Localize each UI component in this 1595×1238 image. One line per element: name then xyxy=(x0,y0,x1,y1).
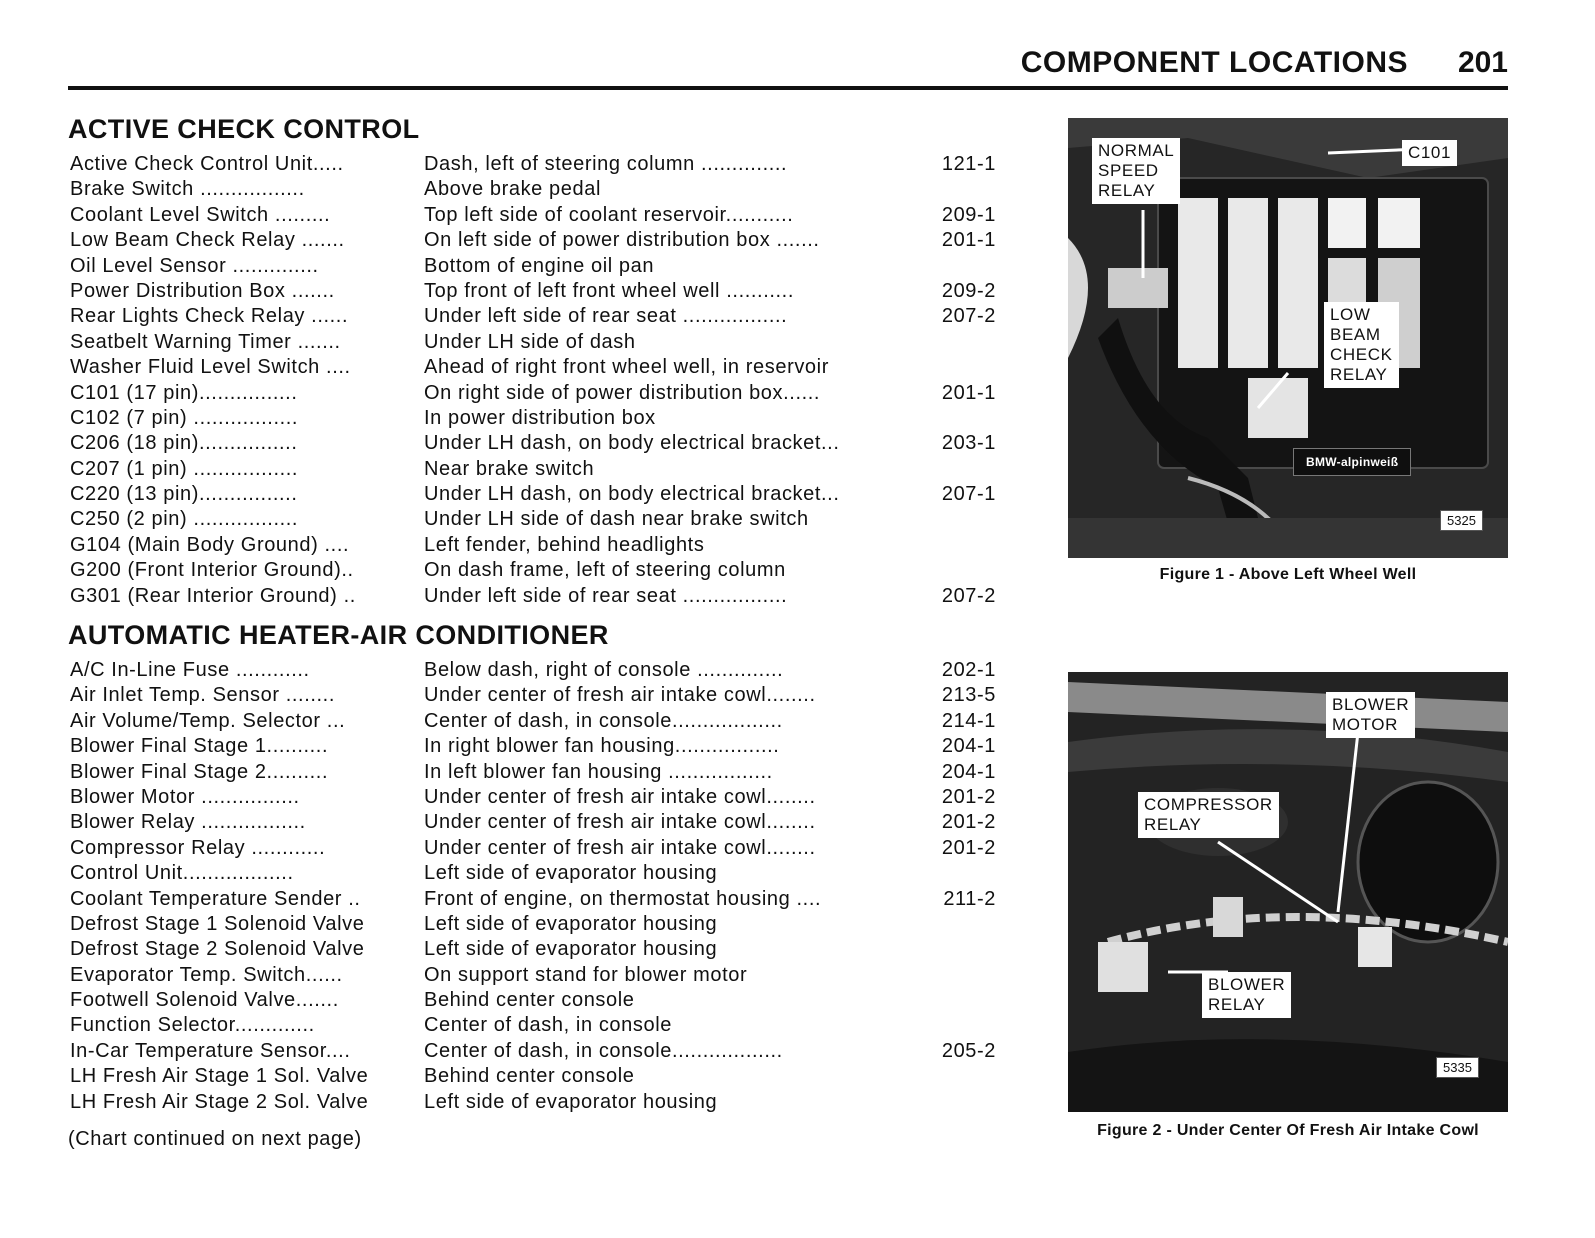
figure-1-caption: Figure 1 - Above Left Wheel Well xyxy=(1159,566,1417,583)
table-row xyxy=(68,584,1028,609)
figure-reference: 213-5 xyxy=(941,684,996,707)
section-title: AUTOMATIC HEATER-AIR CONDITIONER xyxy=(68,620,609,650)
component-name: C207 (1 pin) ................. xyxy=(70,457,299,480)
component-name: Washer Fluid Level Switch .... xyxy=(70,356,351,379)
component-location: Left fender, behind headlights xyxy=(424,533,705,556)
component-location: In right blower fan housing................. xyxy=(424,735,780,758)
page-title: COMPONENT LOCATIONS xyxy=(1020,46,1408,79)
callout-c101: C101 xyxy=(1402,140,1457,166)
component-location: Ahead of right front wheel well, in reservoir xyxy=(424,356,829,379)
table-row xyxy=(68,304,1028,329)
component-location: On right side of power distribution box...... xyxy=(424,381,821,404)
component-name: Function Selector............. xyxy=(70,1014,315,1037)
figure-reference: 201-2 xyxy=(941,836,996,859)
component-name: Coolant Temperature Sender .. xyxy=(70,887,361,910)
component-name: Blower Final Stage 2.......... xyxy=(70,760,329,783)
component-location: Above brake pedal xyxy=(424,178,601,201)
component-name: LH Fresh Air Stage 1 Sol. Valve xyxy=(70,1065,369,1088)
component-location: Behind center console xyxy=(424,989,635,1012)
table-row xyxy=(68,431,1028,456)
component-name: Compressor Relay ............ xyxy=(70,836,326,859)
component-location: Left side of evaporator housing xyxy=(424,912,718,935)
component-location: Under center of fresh air intake cowl........ xyxy=(424,811,816,834)
figure-reference: 201-1 xyxy=(941,229,996,252)
figure-2-caption: Figure 2 - Under Center Of Fresh Air Intake Cowl xyxy=(1097,1122,1479,1139)
figure-reference: 207-2 xyxy=(941,305,996,328)
callout-blower-motor: BLOWER MOTOR xyxy=(1326,692,1415,738)
component-name: Low Beam Check Relay ....... xyxy=(70,229,345,252)
table-row xyxy=(68,861,1028,886)
table-row xyxy=(68,507,1028,532)
component-location: Top left side of coolant reservoir........... xyxy=(424,203,794,226)
figure-reference: 209-1 xyxy=(941,203,996,226)
table-row xyxy=(68,1064,1028,1089)
table-row xyxy=(68,963,1028,988)
component-name: Power Distribution Box ....... xyxy=(70,279,335,302)
component-location: Under LH side of dash xyxy=(424,330,636,353)
component-name: G301 (Rear Interior Ground) .. xyxy=(70,584,356,607)
callout-low-beam-check-relay: LOW BEAM CHECK RELAY xyxy=(1324,302,1399,388)
component-location: Near brake switch xyxy=(424,457,595,480)
component-name: Blower Relay ................. xyxy=(70,811,306,834)
callout-blower-relay: BLOWER RELAY xyxy=(1202,972,1291,1018)
table-row xyxy=(68,1090,1028,1115)
figure-reference: 211-2 xyxy=(943,887,996,910)
figure-reference: 201-2 xyxy=(941,811,996,834)
component-location: Left side of evaporator housing xyxy=(424,1090,718,1113)
callout-compressor-relay: COMPRESSOR RELAY xyxy=(1138,792,1279,838)
page-header xyxy=(68,42,1508,90)
figure-reference: 201-1 xyxy=(941,381,996,404)
figure-reference: 203-1 xyxy=(941,432,996,455)
component-name: Blower Motor ................ xyxy=(70,785,300,808)
component-name: C102 (7 pin) ................. xyxy=(70,406,299,429)
section-automatic-heater-ac xyxy=(68,618,1028,1115)
component-name: Control Unit.................. xyxy=(70,862,294,885)
component-location: On dash frame, left of steering column xyxy=(424,559,786,582)
table-row xyxy=(68,279,1028,304)
callout-normal-speed-relay: NORMAL SPEED RELAY xyxy=(1092,138,1180,204)
table-row xyxy=(68,177,1028,202)
section-active-check-control xyxy=(68,112,1028,609)
component-name: Active Check Control Unit..... xyxy=(70,153,344,175)
table-row xyxy=(68,988,1028,1013)
page-number: 201 xyxy=(1457,46,1508,79)
table-row xyxy=(68,152,1028,177)
table-row xyxy=(68,330,1028,355)
component-location: Under left side of rear seat ................. xyxy=(424,584,788,607)
component-location: On left side of power distribution box ....... xyxy=(424,229,820,252)
figure-reference: 207-2 xyxy=(941,584,996,607)
component-name: Oil Level Sensor .............. xyxy=(70,254,319,277)
table-row xyxy=(68,355,1028,380)
chart-continued-note: (Chart continued on next page) xyxy=(68,1128,362,1150)
intake-cowl-photo xyxy=(1068,672,1508,1112)
table-row xyxy=(68,734,1028,759)
table-row xyxy=(68,912,1028,937)
figure-reference: 121-1 xyxy=(941,153,996,175)
component-location: Under center of fresh air intake cowl........ xyxy=(424,684,816,707)
component-location: Top front of left front wheel well ........... xyxy=(424,279,794,302)
component-name: G200 (Front Interior Ground).. xyxy=(70,559,354,582)
table-row xyxy=(68,658,1028,683)
component-location: Front of engine, on thermostat housing .... xyxy=(424,887,822,910)
table-row xyxy=(68,457,1028,482)
component-location: Center of dash, in console.................. xyxy=(424,709,783,732)
table-row xyxy=(68,937,1028,962)
photo-id-badge: 5325 xyxy=(1440,510,1483,531)
component-name: Blower Final Stage 1.......... xyxy=(70,735,329,758)
table-row xyxy=(68,836,1028,861)
table-row xyxy=(68,1013,1028,1038)
figure-reference: 214-1 xyxy=(941,709,996,732)
component-name: A/C In-Line Fuse ............ xyxy=(70,659,310,681)
component-name: Coolant Level Switch ......... xyxy=(70,203,331,226)
component-location: Under LH dash, on body electrical bracket... xyxy=(424,432,840,455)
table-row xyxy=(68,887,1028,912)
component-location: In left blower fan housing ................. xyxy=(424,760,773,783)
component-name: Footwell Solenoid Valve....... xyxy=(70,989,339,1012)
component-name: Air Volume/Temp. Selector ... xyxy=(70,709,346,732)
component-location: Bottom of engine oil pan xyxy=(424,254,655,277)
table-row xyxy=(68,381,1028,406)
figure-reference: 201-2 xyxy=(941,785,996,808)
photo-id-badge: 5335 xyxy=(1436,1057,1479,1078)
component-name: C101 (17 pin)................ xyxy=(70,381,298,404)
component-name: LH Fresh Air Stage 2 Sol. Valve xyxy=(70,1090,369,1113)
component-location: On support stand for blower motor xyxy=(424,963,748,986)
component-location: Behind center console xyxy=(424,1065,635,1088)
figure-reference: 202-1 xyxy=(941,659,996,681)
component-location: Below dash, right of console .............. xyxy=(424,659,784,681)
component-name: Defrost Stage 1 Solenoid Valve xyxy=(70,912,365,935)
component-location: Left side of evaporator housing xyxy=(424,938,718,961)
figure-reference: 207-1 xyxy=(941,483,996,506)
table-row xyxy=(68,228,1028,253)
figure-2-photo xyxy=(1068,672,1508,1112)
figure-1-photo xyxy=(1068,118,1508,558)
component-table xyxy=(68,658,1028,1115)
component-table xyxy=(68,152,1028,609)
table-row xyxy=(68,810,1028,835)
component-location: Center of dash, in console.................. xyxy=(424,1039,783,1062)
table-row xyxy=(68,533,1028,558)
table-row xyxy=(68,254,1028,279)
component-name: Defrost Stage 2 Solenoid Valve xyxy=(70,938,365,961)
table-row xyxy=(68,1039,1028,1064)
component-name: Brake Switch ................. xyxy=(70,178,305,201)
component-location: Under left side of rear seat ................. xyxy=(424,305,788,328)
figure-reference: 204-1 xyxy=(941,735,996,758)
figure-reference: 209-2 xyxy=(941,279,996,302)
component-name: Air Inlet Temp. Sensor ........ xyxy=(70,684,335,707)
section-title: ACTIVE CHECK CONTROL xyxy=(68,114,420,144)
component-name: C250 (2 pin) ................. xyxy=(70,508,299,531)
component-location: Left side of evaporator housing xyxy=(424,862,718,885)
component-location: Dash, left of steering column .............. xyxy=(424,153,788,175)
figure-reference: 205-2 xyxy=(941,1039,996,1062)
component-location: Under center of fresh air intake cowl........ xyxy=(424,836,816,859)
table-row xyxy=(68,683,1028,708)
table-row xyxy=(68,482,1028,507)
component-location: Under LH side of dash near brake switch xyxy=(424,508,809,531)
figure-reference: 204-1 xyxy=(941,760,996,783)
component-name: C220 (13 pin)................ xyxy=(70,483,298,506)
component-location: In power distribution box xyxy=(424,406,656,429)
component-name: G104 (Main Body Ground) .... xyxy=(70,533,350,556)
component-name: Seatbelt Warning Timer ....... xyxy=(70,330,341,353)
component-name: Evaporator Temp. Switch...... xyxy=(70,963,343,986)
component-name: In-Car Temperature Sensor.... xyxy=(70,1039,351,1062)
component-location: Under LH dash, on body electrical bracket... xyxy=(424,483,840,506)
table-row xyxy=(68,406,1028,431)
table-row xyxy=(68,203,1028,228)
table-row xyxy=(68,760,1028,785)
table-row xyxy=(68,558,1028,583)
component-location: Under center of fresh air intake cowl........ xyxy=(424,785,816,808)
table-row xyxy=(68,785,1028,810)
table-row xyxy=(68,709,1028,734)
paint-code-plate: BMW-alpinweiß xyxy=(1293,448,1411,476)
component-name: Rear Lights Check Relay ...... xyxy=(70,305,349,328)
component-name: C206 (18 pin)................ xyxy=(70,432,298,455)
component-location: Center of dash, in console xyxy=(424,1014,672,1037)
